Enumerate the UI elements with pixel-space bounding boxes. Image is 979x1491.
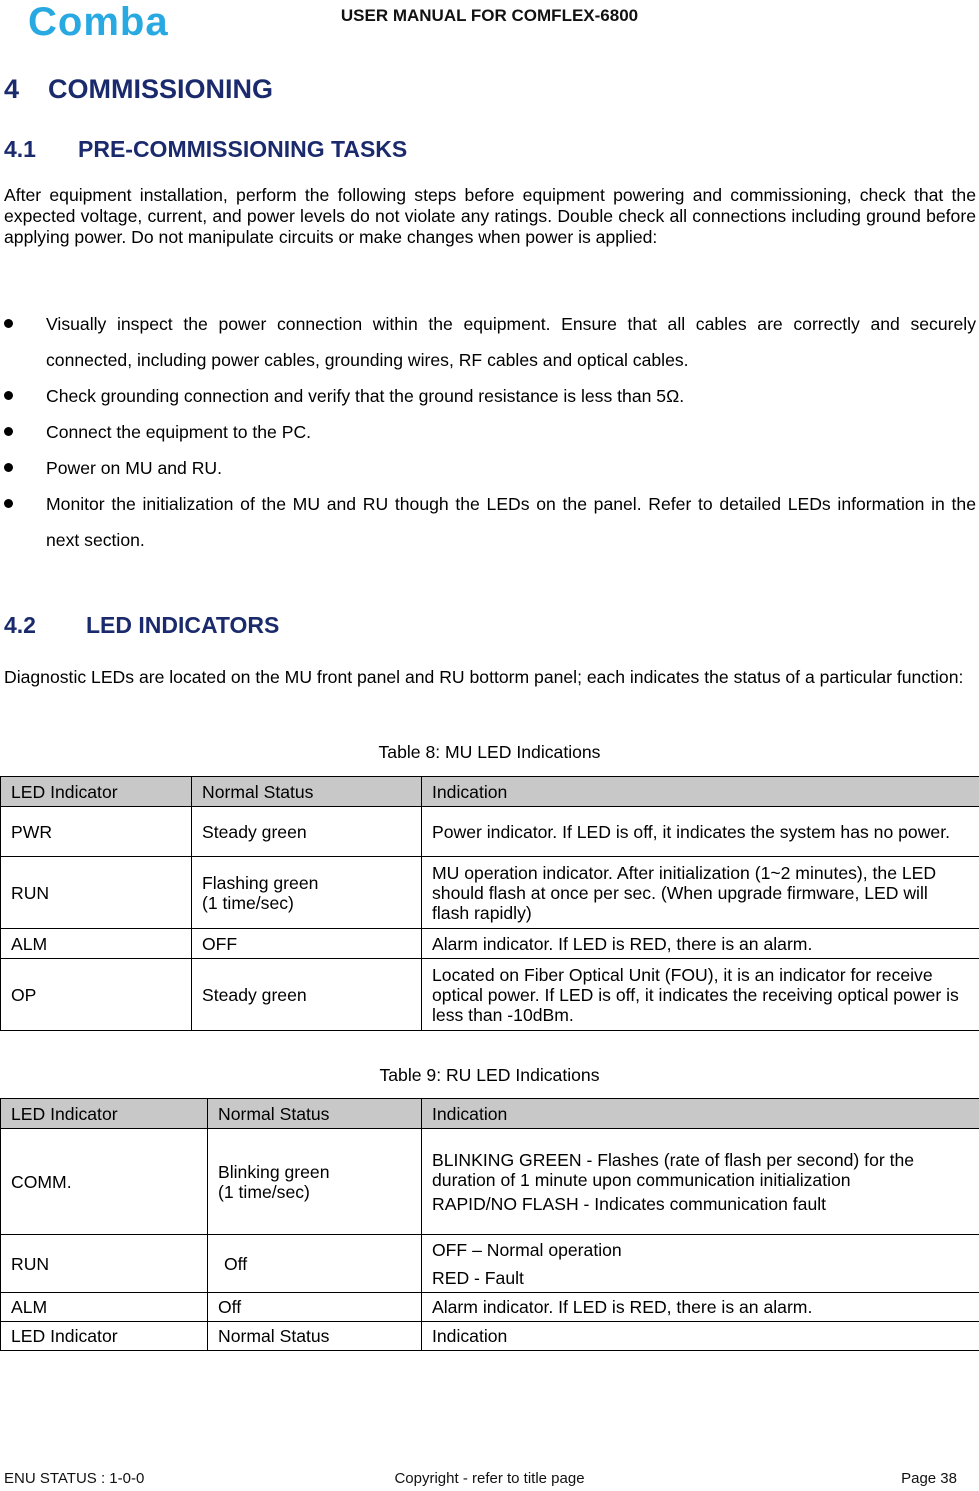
section-4-2-intro: Diagnostic LEDs are located on the MU front panel and RU bottorm panel; each indicates the status of a particular function: — [4, 667, 964, 687]
table-cell — [422, 1129, 979, 1235]
bullet-icon — [4, 499, 13, 508]
table-cell: PWR — [1, 807, 192, 857]
table-cell: COMM. — [1, 1129, 208, 1235]
table-row — [1, 807, 979, 857]
list-item: Power on MU and RU. — [4, 450, 976, 486]
table-cell: RUN — [1, 857, 192, 929]
section-4-2-title: LED INDICATORS — [86, 612, 280, 638]
section-4-1-title: PRE-COMMISSIONING TASKS — [78, 136, 408, 162]
table-cell: Normal Status — [208, 1322, 422, 1351]
table-row — [1, 959, 979, 1031]
table-cell: LED Indicator — [1, 1322, 208, 1351]
list-item: Monitor the initialization of the MU and RU though the LEDs on the panel. Refer to detailed LEDs information in the next section. — [4, 486, 976, 558]
table-cell: OFF — [192, 929, 422, 959]
list-item: Check grounding connection and verify that the ground resistance is less than 5Ω. — [4, 378, 976, 414]
table-9-caption: Table 9: RU LED Indications — [379, 1065, 600, 1085]
table-cell: Steady green — [192, 807, 422, 857]
table-header-row — [1, 1099, 979, 1129]
cell-line: BLINKING GREEN - Flashes (rate of flash per second) for the duration of 1 minute upon communication initialization — [432, 1149, 915, 1190]
table-cell: Steady green — [192, 959, 422, 1031]
document-status: ENU STATUS : 1-0-0 — [4, 1470, 145, 1487]
column-header: LED Indicator — [1, 777, 192, 807]
ru-led-table — [0, 1098, 979, 1351]
section-4-title: COMMISSIONING — [48, 74, 274, 104]
cell-line: RAPID/NO FLASH - Indicates communication fault — [432, 1193, 827, 1214]
table-8-caption: Table 8: MU LED Indications — [378, 742, 601, 762]
cell-line: OFF – Normal operation — [432, 1239, 622, 1260]
table-cell: OP — [1, 959, 192, 1031]
table-cell: Indication — [422, 1322, 979, 1351]
table-row — [1, 857, 979, 929]
section-4-1-intro: After equipment installation, perform the following steps before equipment powering and commissioning, check that the expected voltage, current, and power levels do not violate any ratings. Double check all connections including ground before applying power. Do not manipulate circuits or make changes when power is applied: — [4, 185, 976, 247]
table-cell: ALM — [1, 1293, 208, 1322]
logo-wordmark: Comba — [28, 4, 169, 40]
section-4-1-number: 4.1 — [4, 136, 36, 162]
pre-commissioning-steps — [4, 306, 976, 558]
section-4-heading — [4, 74, 273, 105]
section-4-2-number: 4.2 — [4, 612, 36, 638]
table-row — [1, 1293, 979, 1322]
section-4-1-heading — [4, 136, 407, 163]
table-row — [1, 1129, 979, 1235]
page-number: Page 38 — [901, 1470, 957, 1487]
cell-line: RED - Fault — [432, 1267, 524, 1288]
table-row — [1, 1322, 979, 1351]
table-cell: Flashing green (1 time/sec) — [192, 857, 422, 929]
table-cell: RUN — [1, 1235, 208, 1293]
column-header: Indication — [422, 777, 979, 807]
table-cell: Alarm indicator. If LED is RED, there is an alarm. — [422, 1293, 979, 1322]
table-cell: Off — [208, 1293, 422, 1322]
table-cell: Blinking green (1 time/sec) — [208, 1129, 422, 1235]
table-header-row — [1, 777, 979, 807]
column-header: Normal Status — [208, 1099, 422, 1129]
table-cell — [422, 1235, 979, 1293]
column-header: Normal Status — [192, 777, 422, 807]
section-4-2-heading — [4, 612, 279, 639]
list-item: Connect the equipment to the PC. — [4, 414, 976, 450]
mu-led-table — [0, 776, 979, 1031]
table-cell: Power indicator. If LED is off, it indicates the system has no power. — [422, 807, 979, 857]
copyright-note: Copyright - refer to title page — [394, 1470, 585, 1487]
table-row — [1, 929, 979, 959]
table-cell: Alarm indicator. If LED is RED, there is an alarm. — [422, 929, 979, 959]
table-cell: ALM — [1, 929, 192, 959]
table-cell: Off — [208, 1235, 422, 1293]
table-row — [1, 1235, 979, 1293]
bullet-icon — [4, 391, 13, 400]
document-title: USER MANUAL FOR COMFLEX-6800 — [340, 6, 639, 25]
bullet-icon — [4, 319, 13, 328]
table-cell: MU operation indicator. After initialization (1~2 minutes), the LED should flash at once per sec. (When upgrade firmware, LED will flash rapidly) — [422, 857, 979, 929]
bullet-icon — [4, 463, 13, 472]
column-header: LED Indicator — [1, 1099, 208, 1129]
list-item: Visually inspect the power connection within the equipment. Ensure that all cables are correctly and securely connected, including power cables, grounding wires, RF cables and optical cables. — [4, 306, 976, 378]
section-4-number: 4 — [4, 74, 20, 104]
table-cell: Located on Fiber Optical Unit (FOU), it is an indicator for receive optical power. If LED is off, it indicates the receiving optical power is less than -10dBm. — [422, 959, 979, 1031]
bullet-icon — [4, 427, 13, 436]
column-header: Indication — [422, 1099, 979, 1129]
